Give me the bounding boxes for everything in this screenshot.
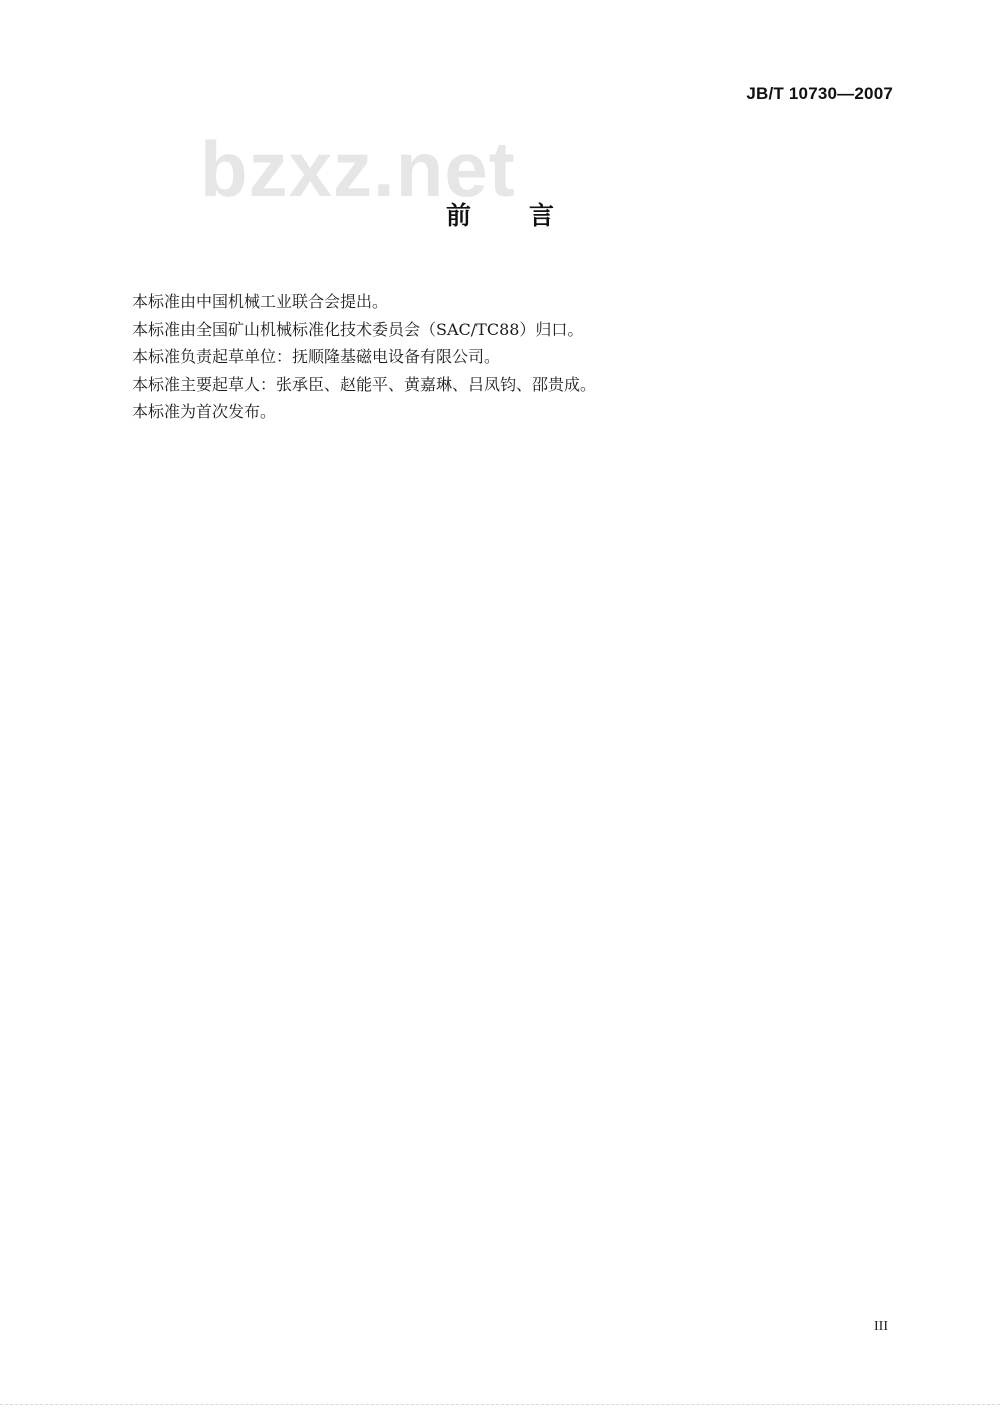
page-bottom-divider: [0, 1404, 1000, 1406]
paragraph-committee: 本标准由全国矿山机械标准化技术委员会（SAC/TC88）归口。: [132, 319, 584, 339]
page-number: III: [874, 1319, 888, 1334]
foreword-body: [132, 288, 892, 426]
watermark: bzxz.net: [200, 125, 516, 213]
paragraph-drafting-unit: 本标准负责起草单位：抚顺隆基磁电设备有限公司。: [132, 347, 501, 366]
page-title: 前言: [445, 201, 612, 230]
standard-code: JB/T 10730—2007: [746, 84, 893, 103]
paragraph-drafters: 本标准主要起草人：张承臣、赵能平、黄嘉琳、吕凤钧、邵贵成。: [132, 374, 597, 394]
paragraph-first-release: 本标准为首次发布。: [132, 402, 277, 421]
paragraph-proposer: 本标准由中国机械工业联合会提出。: [132, 292, 389, 311]
